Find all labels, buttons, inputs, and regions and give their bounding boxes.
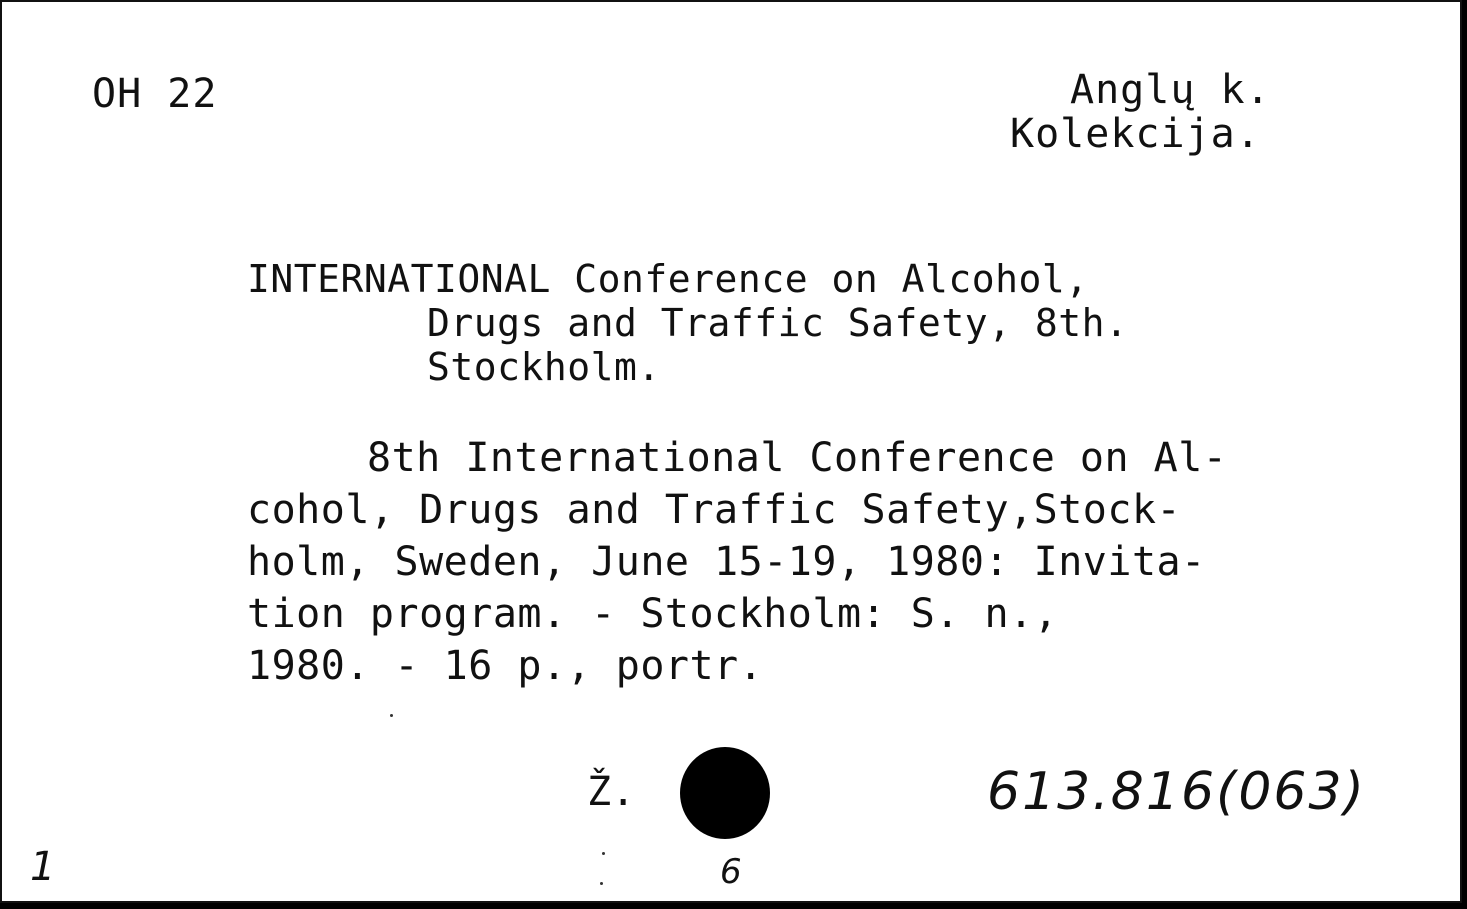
heading-line: Drugs and Traffic Safety, 8th. <box>427 301 1129 345</box>
punch-hole <box>680 747 770 839</box>
heading-line: INTERNATIONAL Conference on Alcohol, <box>247 257 1089 301</box>
description-line: 8th International Conference on Al- <box>367 435 1228 481</box>
speck <box>602 852 605 855</box>
call-number: OH 22 <box>92 71 218 117</box>
location-line-1: Anglų k. <box>1070 67 1271 113</box>
handwritten-number-bottom: 6 <box>720 852 742 892</box>
description-line: cohol, Drugs and Traffic Safety,Stock- <box>247 487 1182 533</box>
description-line: holm, Sweden, June 15-19, 1980: Invita- <box>247 539 1206 585</box>
main-heading <box>247 257 1128 389</box>
bibliographic-description <box>247 432 1227 692</box>
heading-line: Stockholm. <box>427 345 661 389</box>
description-line: tion program. - Stockholm: S. n., <box>247 591 1059 637</box>
speck <box>390 714 393 717</box>
speck <box>600 882 603 885</box>
z-mark: Ž. <box>587 769 636 815</box>
handwritten-number-left: 1 <box>30 844 56 890</box>
location-line-2: Kolekcija. <box>1010 111 1261 157</box>
description-line: 1980. - 16 p., portr. <box>247 643 764 689</box>
classification-number: 613.816(063) <box>987 762 1366 822</box>
